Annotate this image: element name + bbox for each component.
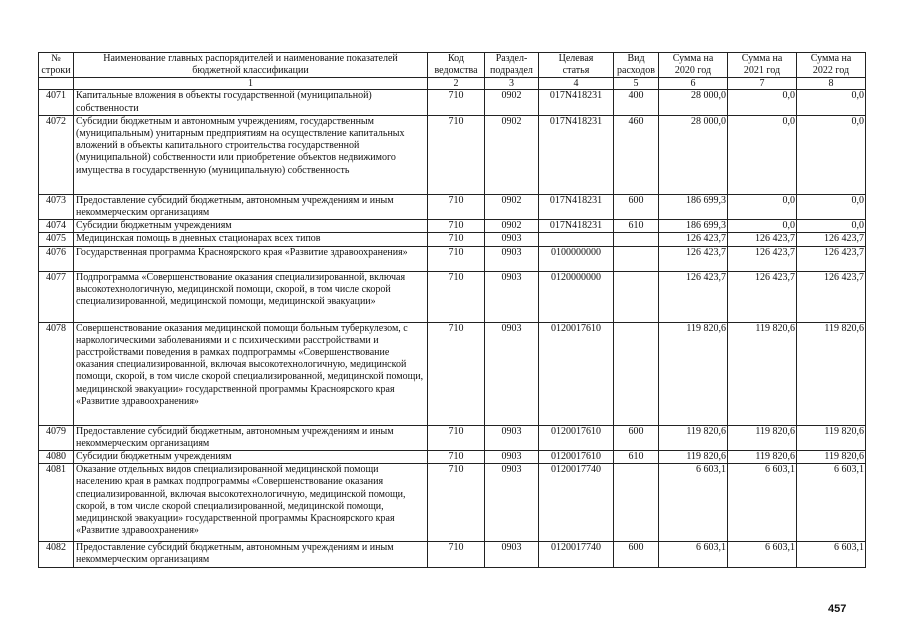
row-sum-2020: 6 603,1 xyxy=(659,464,728,542)
table-body xyxy=(39,90,866,567)
row-target: 017N418231 xyxy=(539,90,614,115)
row-name: Предоставление субсидий бюджетным, автономным учреждениям и иным некоммерческим организациям xyxy=(74,425,428,450)
header-sum-2020: Сумма на 2020 год xyxy=(659,53,728,78)
row-section: 0903 xyxy=(485,322,539,425)
row-sum-2021: 119 820,6 xyxy=(728,322,797,425)
row-name: Субсидии бюджетным и автономным учреждениям, государственным (муниципальным) унитарным предприятиям на осуществление капитальных вложений в объекты капитального строительства государственной (муниципальной) собственности или приобретение объектов недвижимого имущества в государственную (муниципальную) собственность xyxy=(74,115,428,194)
row-name: Совершенствование оказания медицинской помощи больным туберкулезом, с наркологическими заболеваниями и с психическими расстройствами и расстройствами поведения в рамках подпрограммы «Совершенствование оказания специализированной, включая высокотехнологичную, медицинской помощи, скорой, в том числе скорой специализированной, медицинской помощи, медицинской эвакуации» государственной программы Красноярского края «Развитие здравоохранения» xyxy=(74,322,428,425)
row-sum-2022: 119 820,6 xyxy=(797,425,866,450)
row-code: 710 xyxy=(428,451,485,464)
row-kind: 600 xyxy=(614,542,659,567)
row-kind: 460 xyxy=(614,115,659,194)
row-kind: 610 xyxy=(614,220,659,233)
row-name: Оказание отдельных видов специализированной медицинской помощи населению края в рамках подпрограммы «Совершенствование оказания специализированной, включая высокотехнологичную, медицинской помощи, скорой, в том числе скорой специализированной, медицинской помощи, медицинской эвакуации» государственной программы Красноярского края «Развитие здравоохранения» xyxy=(74,464,428,542)
row-name: Медицинская помощь в дневных стационарах всех типов xyxy=(74,233,428,246)
row-name: Подпрограмма «Совершенствование оказания специализированной, включая высокотехнологичную, медицинской помощи, скорой, в том числе скорой специализированной, медицинской помощи, медицинской эвакуации» xyxy=(74,271,428,322)
row-sum-2022: 0,0 xyxy=(797,115,866,194)
table-row xyxy=(39,194,866,219)
row-sum-2021: 6 603,1 xyxy=(728,464,797,542)
column-number xyxy=(39,78,74,90)
table-row xyxy=(39,464,866,542)
column-number: 6 xyxy=(659,78,728,90)
row-sum-2020: 126 423,7 xyxy=(659,246,728,271)
row-kind: 600 xyxy=(614,194,659,219)
row-sum-2020: 119 820,6 xyxy=(659,451,728,464)
row-target: 017N418231 xyxy=(539,194,614,219)
row-number: 4072 xyxy=(39,115,74,194)
row-sum-2022: 0,0 xyxy=(797,194,866,219)
row-target xyxy=(539,233,614,246)
row-target: 0120000000 xyxy=(539,271,614,322)
row-sum-2021: 119 820,6 xyxy=(728,451,797,464)
row-kind xyxy=(614,233,659,246)
row-target: 017N418231 xyxy=(539,220,614,233)
row-section: 0903 xyxy=(485,425,539,450)
row-sum-2020: 119 820,6 xyxy=(659,425,728,450)
row-code: 710 xyxy=(428,233,485,246)
row-section: 0903 xyxy=(485,233,539,246)
row-target: 0120017610 xyxy=(539,451,614,464)
row-section: 0902 xyxy=(485,115,539,194)
row-number: 4079 xyxy=(39,425,74,450)
row-number: 4075 xyxy=(39,233,74,246)
page-number: 457 xyxy=(828,603,847,615)
row-number: 4076 xyxy=(39,246,74,271)
row-sum-2020: 186 699,3 xyxy=(659,194,728,219)
header-row xyxy=(39,53,866,78)
budget-table xyxy=(38,52,866,568)
table-row xyxy=(39,451,866,464)
row-code: 710 xyxy=(428,194,485,219)
row-name: Предоставление субсидий бюджетным, автономным учреждениям и иным некоммерческим организациям xyxy=(74,194,428,219)
row-name: Субсидии бюджетным учреждениям xyxy=(74,220,428,233)
header-sum-2021: Сумма на 2021 год xyxy=(728,53,797,78)
row-target: 017N418231 xyxy=(539,115,614,194)
row-sum-2022: 119 820,6 xyxy=(797,322,866,425)
header-section: Раздел- подраздел xyxy=(485,53,539,78)
row-target: 0120017610 xyxy=(539,322,614,425)
row-code: 710 xyxy=(428,115,485,194)
row-sum-2021: 119 820,6 xyxy=(728,425,797,450)
row-sum-2021: 126 423,7 xyxy=(728,246,797,271)
row-sum-2020: 28 000,0 xyxy=(659,115,728,194)
row-number: 4082 xyxy=(39,542,74,567)
header-name: Наименование главных распорядителей и наименование показателей бюджетной классификации xyxy=(74,53,428,78)
row-kind: 400 xyxy=(614,90,659,115)
row-number: 4080 xyxy=(39,451,74,464)
row-sum-2020: 28 000,0 xyxy=(659,90,728,115)
table-row xyxy=(39,271,866,322)
table-row xyxy=(39,322,866,425)
row-section: 0902 xyxy=(485,220,539,233)
header-sum-2022: Сумма на 2022 год xyxy=(797,53,866,78)
row-sum-2022: 0,0 xyxy=(797,90,866,115)
row-sum-2022: 0,0 xyxy=(797,220,866,233)
header-code: Код ведомства xyxy=(428,53,485,78)
row-sum-2020: 126 423,7 xyxy=(659,271,728,322)
header-target: Целевая статья xyxy=(539,53,614,78)
row-code: 710 xyxy=(428,464,485,542)
row-kind: 610 xyxy=(614,451,659,464)
row-code: 710 xyxy=(428,542,485,567)
row-sum-2022: 126 423,7 xyxy=(797,233,866,246)
column-number: 7 xyxy=(728,78,797,90)
row-sum-2022: 126 423,7 xyxy=(797,246,866,271)
row-sum-2021: 0,0 xyxy=(728,220,797,233)
row-sum-2021: 126 423,7 xyxy=(728,271,797,322)
table-row xyxy=(39,425,866,450)
row-section: 0903 xyxy=(485,542,539,567)
row-kind: 600 xyxy=(614,425,659,450)
row-kind xyxy=(614,464,659,542)
row-section: 0903 xyxy=(485,271,539,322)
row-number: 4073 xyxy=(39,194,74,219)
row-sum-2022: 6 603,1 xyxy=(797,542,866,567)
row-number: 4071 xyxy=(39,90,74,115)
row-target: 0120017610 xyxy=(539,425,614,450)
row-name: Субсидии бюджетным учреждениям xyxy=(74,451,428,464)
row-section: 0902 xyxy=(485,90,539,115)
row-sum-2022: 6 603,1 xyxy=(797,464,866,542)
row-code: 710 xyxy=(428,246,485,271)
row-sum-2021: 0,0 xyxy=(728,115,797,194)
header-row-number: № строки xyxy=(39,53,74,78)
table-row xyxy=(39,233,866,246)
row-target: 0120017740 xyxy=(539,464,614,542)
row-code: 710 xyxy=(428,425,485,450)
row-sum-2021: 0,0 xyxy=(728,194,797,219)
header-kind: Вид расходов xyxy=(614,53,659,78)
column-number: 2 xyxy=(428,78,485,90)
row-sum-2020: 119 820,6 xyxy=(659,322,728,425)
table-row xyxy=(39,542,866,567)
row-sum-2020: 126 423,7 xyxy=(659,233,728,246)
row-target: 0100000000 xyxy=(539,246,614,271)
row-sum-2020: 186 699,3 xyxy=(659,220,728,233)
row-section: 0902 xyxy=(485,194,539,219)
row-number: 4074 xyxy=(39,220,74,233)
row-section: 0903 xyxy=(485,246,539,271)
row-section: 0903 xyxy=(485,464,539,542)
column-number: 4 xyxy=(539,78,614,90)
table-row xyxy=(39,220,866,233)
table-row xyxy=(39,115,866,194)
column-number: 5 xyxy=(614,78,659,90)
row-sum-2020: 6 603,1 xyxy=(659,542,728,567)
row-code: 710 xyxy=(428,220,485,233)
row-sum-2021: 6 603,1 xyxy=(728,542,797,567)
column-number: 1 xyxy=(74,78,428,90)
column-number: 8 xyxy=(797,78,866,90)
row-target: 0120017740 xyxy=(539,542,614,567)
row-code: 710 xyxy=(428,271,485,322)
row-sum-2021: 0,0 xyxy=(728,90,797,115)
row-number: 4078 xyxy=(39,322,74,425)
column-number-row xyxy=(39,78,866,90)
row-kind xyxy=(614,322,659,425)
row-number: 4077 xyxy=(39,271,74,322)
row-sum-2021: 126 423,7 xyxy=(728,233,797,246)
row-kind xyxy=(614,246,659,271)
row-name: Капитальные вложения в объекты государственной (муниципальной) собственности xyxy=(74,90,428,115)
row-sum-2022: 119 820,6 xyxy=(797,451,866,464)
table-row xyxy=(39,90,866,115)
row-name: Предоставление субсидий бюджетным, автономным учреждениям и иным некоммерческим организациям xyxy=(74,542,428,567)
row-sum-2022: 126 423,7 xyxy=(797,271,866,322)
row-number: 4081 xyxy=(39,464,74,542)
row-name: Государственная программа Красноярского края «Развитие здравоохранения» xyxy=(74,246,428,271)
table-row xyxy=(39,246,866,271)
row-code: 710 xyxy=(428,90,485,115)
row-kind xyxy=(614,271,659,322)
row-code: 710 xyxy=(428,322,485,425)
column-number: 3 xyxy=(485,78,539,90)
row-section: 0903 xyxy=(485,451,539,464)
